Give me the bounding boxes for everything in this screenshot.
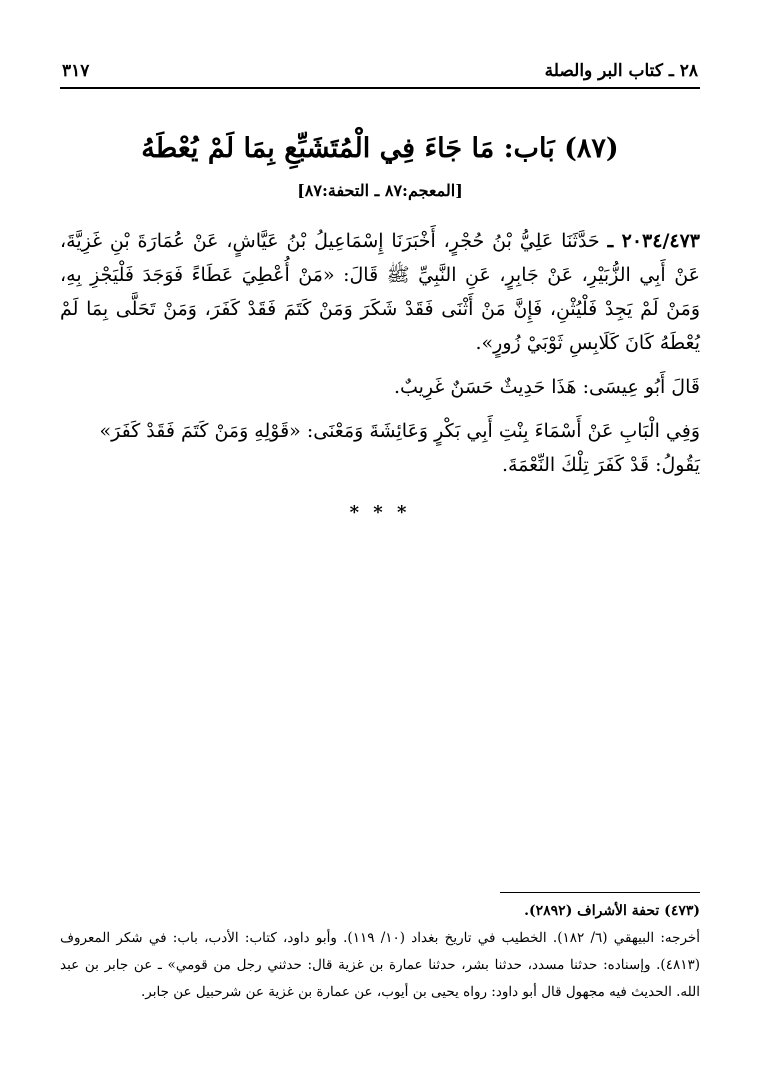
- fil-bab-note: وَفِي الْبَابِ عَنْ أَسْمَاءَ بِنْتِ أَبِي بَكْرٍ وَعَائِشَةَ وَمَعْنَى: «قَوْلِهِ وَمَنْ كَتَمَ فَقَدْ كَفَرَ» يَقُولُ: قَدْ كَفَرَ تِلْكَ النِّعْمَةَ.: [99, 420, 700, 476]
- chapter-heading: (٨٧) بَاب: مَا جَاءَ فِي الْمُتَشَبِّعِ بِمَا لَمْ يُعْطَهُ: [141, 133, 619, 164]
- hadith-text: حَدَّثَنَا عَلِيُّ بْنُ حُجْرٍ، أَخْبَرَنَا إِسْمَاعِيلُ بْنُ عَيَّاشٍ، عَنْ عُمَارَةَ بْنِ غَزِيَّةَ، عَنْ أَبِي الزُّبَيْرِ، عَنْ جَابِرٍ، عَنِ النَّبِيِّ ﷺ قَالَ: «مَنْ أُعْطِيَ عَطَاءً فَوَجَدَ فَلْيَجْزِ بِهِ، وَمَنْ لَمْ يَجِدْ فَلْيُثْنِ، فَإِنَّ مَنْ أَثْنَى فَقَدْ شَكَرَ وَمَنْ كَتَمَ فَقَدْ كَفَرَ، وَمَنْ تَحَلَّى بِمَا لَمْ يُعْطَهُ كَانَ كَلَابِسِ ثَوْبَيْ زُورٍ».: [60, 230, 700, 354]
- footnotes: [60, 892, 700, 1006]
- hadith-paragraph: [60, 224, 700, 360]
- footnote-title: (٤٧٣) تحفة الأشراف (٢٨٩٢).: [524, 903, 700, 919]
- hadith-number: ٢٠٣٤/٤٧٣ ـ: [607, 230, 701, 252]
- footnote-rule: [500, 892, 700, 893]
- abu-isa-comment: قَالَ أَبُو عِيسَى: هَذَا حَدِيثٌ حَسَنٌ غَرِيبٌ.: [393, 376, 700, 398]
- chapter-name: ٢٨ ـ كتاب البر والصلة: [544, 61, 698, 81]
- footnote-body: أخرجه: البيهقي (٦/ ١٨٢). الخطيب في تاريخ بغداد (١٠/ ١١٩). وأبو داود، كتاب: الأدب، باب: في شكر المعروف (٤٨١٣). وإسناده: حدثنا مسدد، حدثنا بشر، حدثنا عمارة بن غزية قال: حدثني رجل من قومي» ـ عن جابر بن عبد الله. الحديث فيه مجهول قال أبو داود: رواه يحيى بن أيوب، عن عمارة بن غزية عن شرحبيل عن جابر.: [60, 930, 701, 1000]
- section-separator: * * *: [349, 502, 411, 523]
- page-number: ٣١٧: [62, 61, 90, 81]
- running-head: [60, 55, 700, 89]
- reference-line: [المعجم:٨٧ ـ التحفة:٨٧]: [297, 181, 463, 200]
- page-content: [60, 55, 700, 523]
